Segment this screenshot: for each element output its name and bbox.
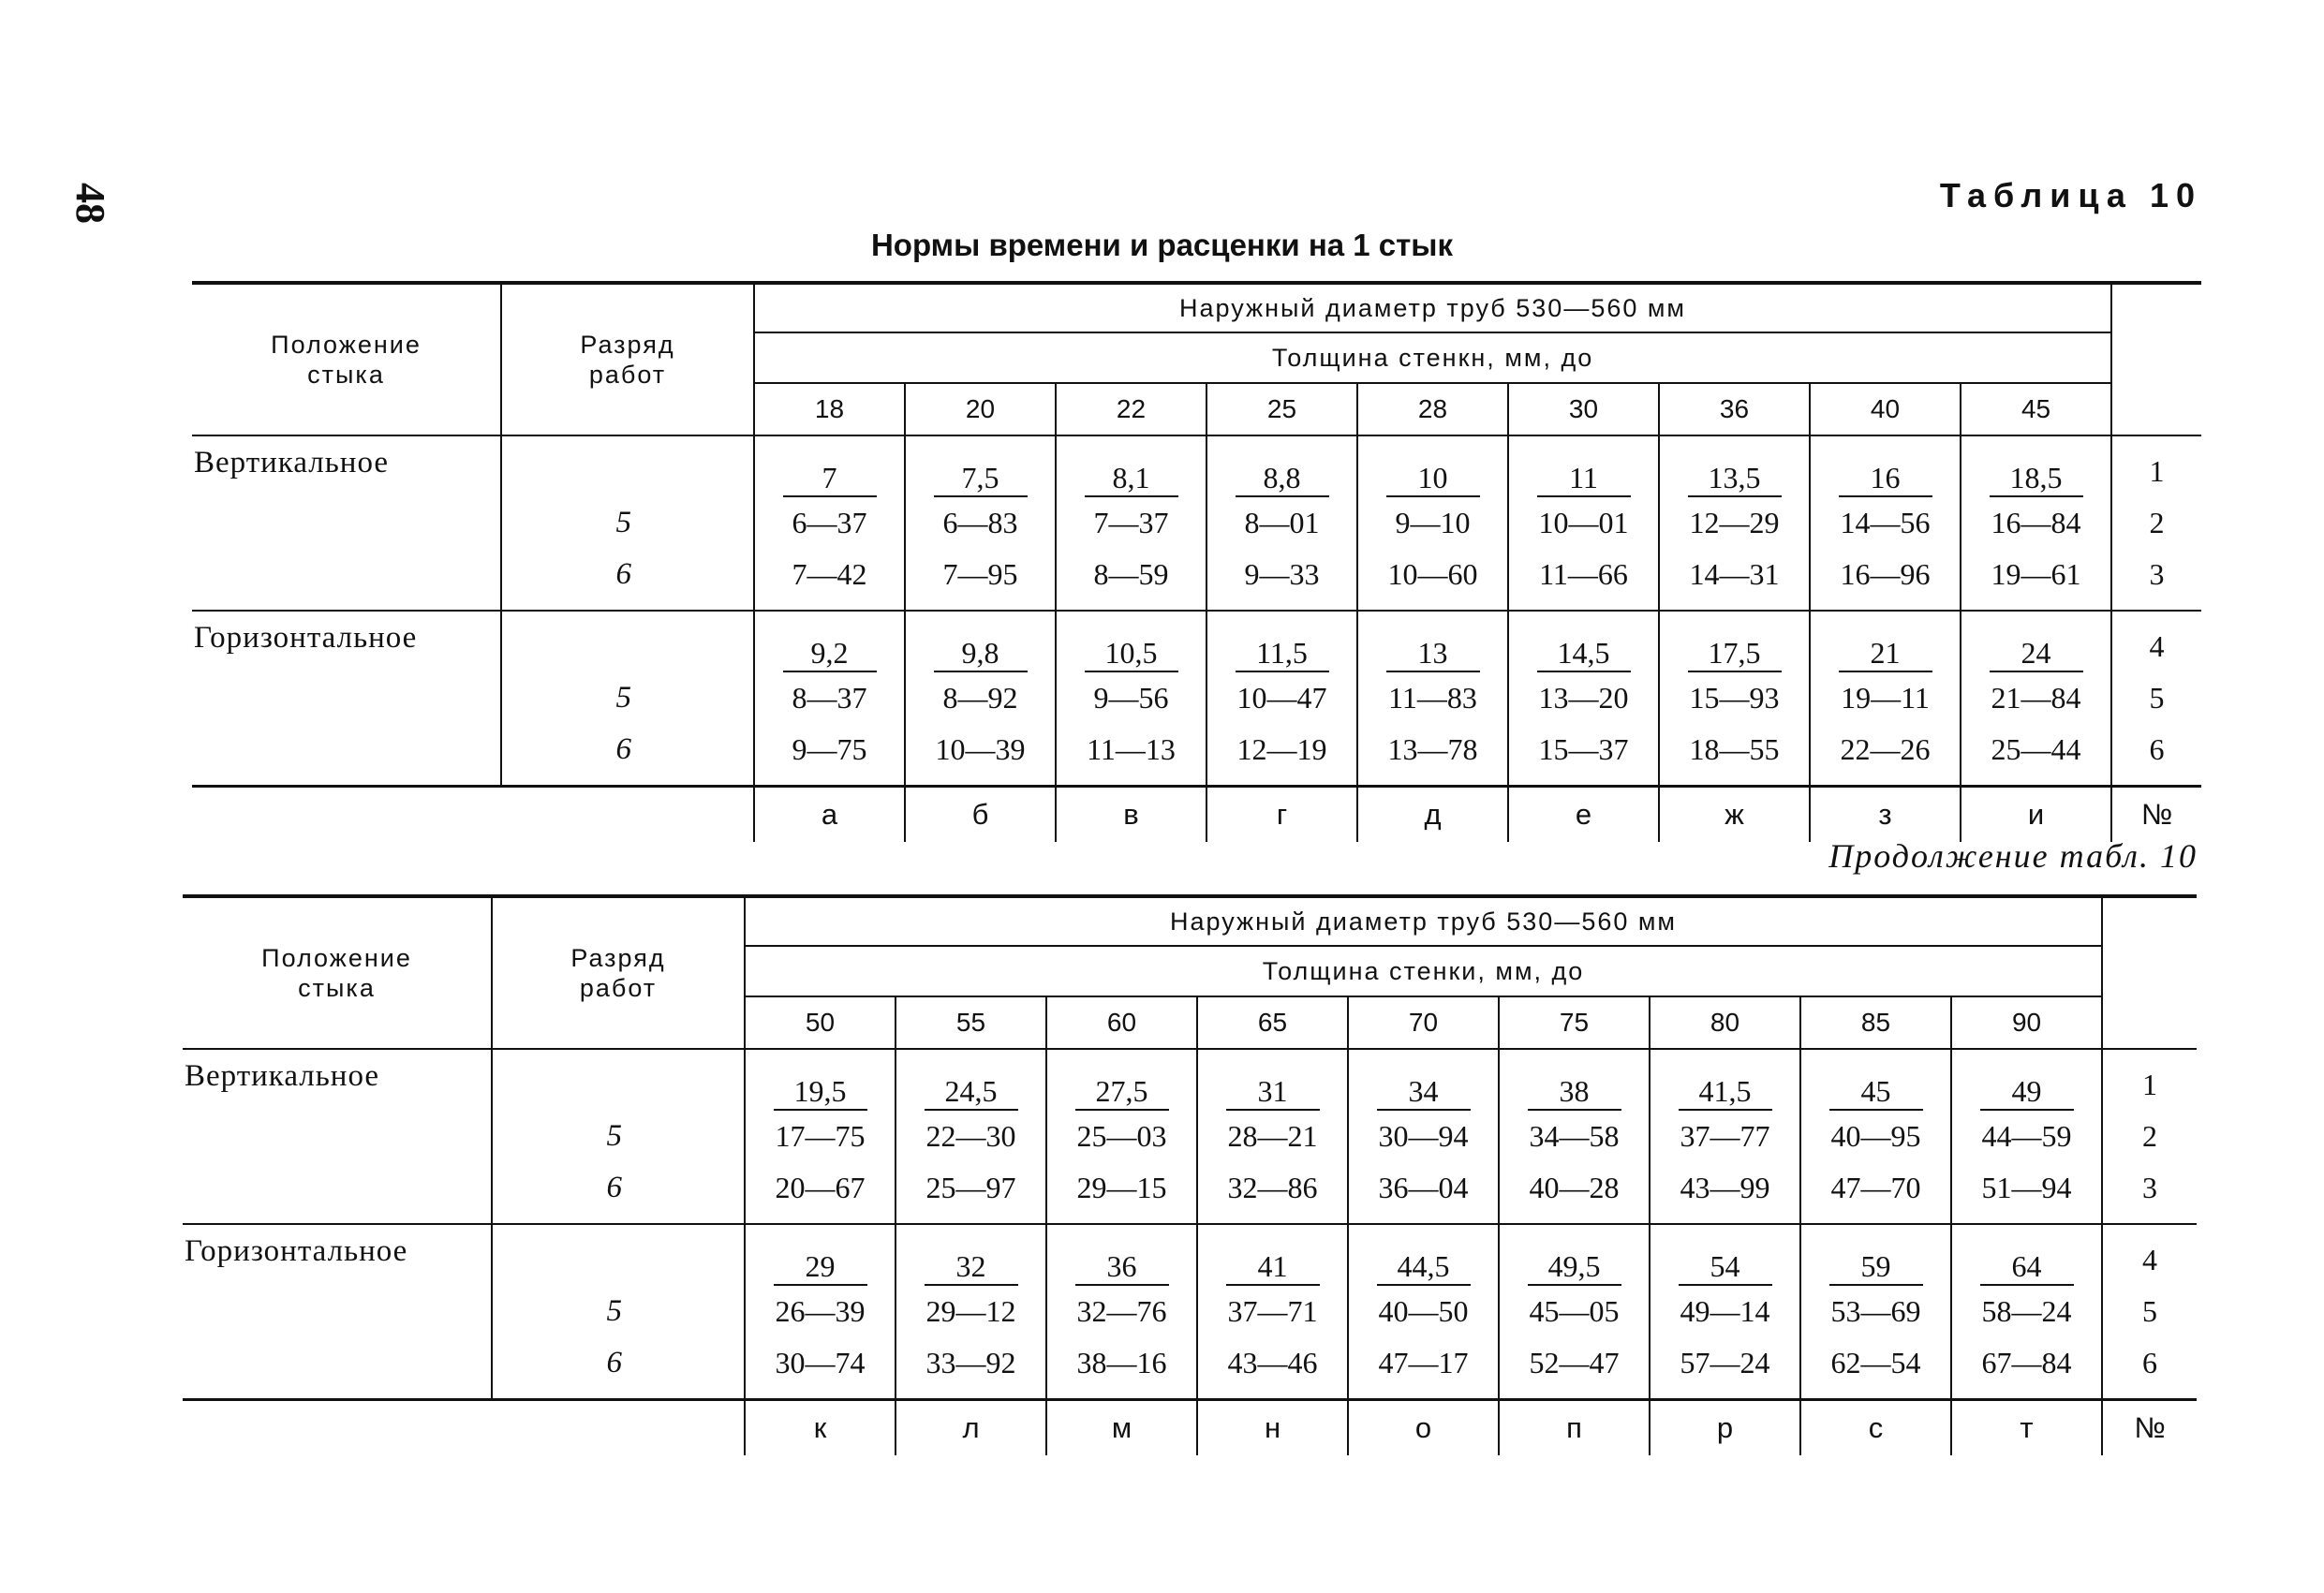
column-letter: н [1197,1400,1348,1456]
grade-value: 6 [606,1346,622,1379]
column-letter: г [1206,787,1357,843]
value-cell [1961,611,2111,787]
grade-value: 5 [606,1119,622,1153]
letter-blank [192,787,754,843]
row-number: 4 [2142,1243,2158,1276]
price-value: 17—75 [775,1119,866,1153]
row-number: 1 [2142,1068,2158,1101]
header-blank-cell [2102,896,2197,1049]
norm-time-value: 18,5 [1990,460,2083,497]
price-value: 36—04 [1378,1171,1469,1204]
price-value: 6—37 [792,506,867,539]
thickness-size: 50 [745,996,896,1049]
value-cell [1951,1224,2102,1400]
value-cell [1348,1049,1499,1224]
price-value: 19—11 [1841,681,1930,715]
header-diameter: Наружный диаметр труб 530—560 мм [754,283,2111,332]
norm-time-value: 44,5 [1377,1248,1471,1286]
column-letter: а [754,787,905,843]
value-cell [745,1049,896,1224]
price-value: 12—19 [1236,732,1327,766]
column-letter: № [2111,787,2201,843]
position-label: Горизонтальное [192,611,501,787]
row-number: 1 [2149,454,2165,488]
value-cell [1810,435,1961,611]
value-cell [1499,1224,1650,1400]
norm-time-value: 49,5 [1528,1248,1621,1286]
thickness-size: 75 [1499,996,1650,1049]
column-letter: и [1961,787,2111,843]
norm-time-value: 59 [1829,1248,1923,1286]
value-cell [1197,1224,1348,1400]
grade-value [502,621,753,672]
norm-time-value: 11 [1537,460,1631,497]
header-grade: Разряд работ [492,896,745,1049]
thickness-size: 55 [896,996,1046,1049]
price-value: 44—59 [1981,1119,2072,1153]
price-value: 34—58 [1529,1119,1620,1153]
letter-blank [183,1400,745,1456]
header-thickness: Толщина стенки, мм, до [745,946,2102,996]
price-value: 7—42 [792,557,867,591]
thickness-size: 36 [1659,383,1810,435]
norm-time-value: 10 [1386,460,1480,497]
column-letter: ж [1659,787,1810,843]
value-cell [1650,1224,1800,1400]
value-cell [1197,1049,1348,1224]
thickness-size: 20 [905,383,1056,435]
norm-time-value: 45 [1829,1073,1923,1111]
norm-time-value: 21 [1839,635,1932,672]
value-cell [1499,1049,1650,1224]
row-number-cell [2111,435,2201,611]
price-value: 25—97 [925,1171,1016,1204]
price-value: 38—16 [1076,1346,1167,1379]
grade-value: 5 [615,681,631,715]
norm-time-value: 11,5 [1236,635,1329,672]
price-value: 47—17 [1378,1346,1469,1379]
thickness-size: 80 [1650,996,1800,1049]
norm-time-value: 54 [1679,1248,1772,1286]
norm-table-2 [183,894,2197,1455]
price-value: 8—01 [1244,506,1320,539]
norm-time-value: 9,2 [783,635,877,672]
value-cell [1348,1224,1499,1400]
row-number-cell [2111,611,2201,787]
price-value: 9—10 [1395,506,1471,539]
price-value: 67—84 [1981,1346,2072,1379]
value-cell [1659,435,1810,611]
norm-time-value: 31 [1226,1073,1320,1111]
price-value: 28—21 [1227,1119,1318,1153]
price-value: 7—95 [942,557,1018,591]
norm-time-value: 41,5 [1679,1073,1772,1111]
column-letter: р [1650,1400,1800,1456]
column-letter: т [1951,1400,2102,1456]
thickness-size: 40 [1810,383,1961,435]
price-value: 8—37 [792,681,867,715]
header-thickness: Толщина стенкн, мм, до [754,332,2111,383]
row-number: 2 [2142,1119,2158,1153]
row-number-cell [2102,1224,2197,1400]
row-number-cell [2102,1049,2197,1224]
thickness-size: 22 [1056,383,1206,435]
column-letter: л [896,1400,1046,1456]
grade-value [493,1234,744,1286]
column-letter: д [1357,787,1508,843]
row-number: 4 [2149,629,2165,663]
price-value: 10—47 [1236,681,1327,715]
price-value: 43—46 [1227,1346,1318,1379]
norm-time-value: 29 [774,1248,867,1286]
norm-time-value: 7,5 [934,460,1028,497]
norm-time-value: 27,5 [1075,1073,1169,1111]
norm-time-value: 41 [1226,1248,1320,1286]
value-cell [905,435,1056,611]
price-value: 29—12 [925,1294,1016,1328]
row-number: 6 [2142,1346,2158,1379]
position-label: Вертикальное [192,435,501,611]
price-value: 20—67 [775,1171,866,1204]
row-number: 6 [2149,732,2165,766]
page-number: 48 [67,183,113,224]
grade-cell [501,435,754,611]
price-value: 15—93 [1689,681,1780,715]
data-group-row [192,611,2201,787]
price-value: 10—39 [935,732,1026,766]
grade-cell [492,1049,745,1224]
price-value: 7—37 [1093,506,1169,539]
value-cell [1056,435,1206,611]
norm-time-value: 49 [1980,1073,2074,1111]
grade-value: 5 [606,1294,622,1328]
value-cell [1659,611,1810,787]
value-cell [1357,611,1508,787]
row-number: 3 [2142,1171,2158,1204]
norm-time-value: 13 [1386,635,1480,672]
norm-time-value: 8,8 [1236,460,1329,497]
row-number: 5 [2149,681,2165,715]
price-value: 9—75 [792,732,867,766]
thickness-size: 65 [1197,996,1348,1049]
value-cell [1508,435,1659,611]
value-cell [1046,1224,1197,1400]
price-value: 33—92 [925,1346,1016,1379]
thickness-size: 45 [1961,383,2111,435]
value-cell [1056,611,1206,787]
norm-time-value: 10,5 [1085,635,1178,672]
price-value: 15—37 [1538,732,1629,766]
column-letter: м [1046,1400,1197,1456]
price-value: 19—61 [1991,557,2081,591]
grade-value: 6 [606,1171,622,1204]
value-cell [896,1224,1046,1400]
price-value: 51—94 [1981,1171,2072,1204]
value-cell [1800,1224,1951,1400]
price-value: 11—83 [1388,681,1477,715]
price-value: 12—29 [1689,506,1780,539]
price-value: 22—26 [1840,732,1931,766]
position-label: Горизонтальное [183,1224,492,1400]
column-letter: к [745,1400,896,1456]
price-value: 14—31 [1689,557,1780,591]
value-cell [1650,1049,1800,1224]
norm-time-value: 13,5 [1688,460,1782,497]
price-value: 16—84 [1991,506,2081,539]
price-value: 25—03 [1076,1119,1167,1153]
row-number: 5 [2142,1294,2158,1328]
value-cell [1800,1049,1951,1224]
data-group-row [183,1049,2197,1224]
thickness-size: 28 [1357,383,1508,435]
grade-cell [492,1224,745,1400]
column-letter: № [2102,1400,2197,1456]
price-value: 26—39 [775,1294,866,1328]
price-value: 16—96 [1840,557,1931,591]
thickness-size: 25 [1206,383,1357,435]
header-blank-cell [2111,283,2201,435]
column-letter: с [1800,1400,1951,1456]
norm-time-value: 16 [1839,460,1932,497]
value-cell [1508,611,1659,787]
norm-time-value: 7 [783,460,877,497]
price-value: 30—74 [775,1346,866,1379]
norm-time-value: 36 [1075,1248,1169,1286]
norm-time-value: 32 [925,1248,1018,1286]
price-value: 32—86 [1227,1171,1318,1204]
continuation-label: Продолжение табл. 10 [1828,837,2198,875]
grade-cell [501,611,754,787]
price-value: 18—55 [1689,732,1780,766]
price-value: 62—54 [1830,1346,1921,1379]
price-value: 13—20 [1538,681,1629,715]
value-cell [1810,611,1961,787]
price-value: 40—95 [1830,1119,1921,1153]
row-number: 3 [2149,557,2165,591]
price-value: 8—59 [1093,557,1169,591]
norm-time-value: 24 [1990,635,2083,672]
row-number: 2 [2149,506,2165,539]
value-cell [1206,435,1357,611]
value-cell [905,611,1056,787]
position-label: Вертикальное [183,1049,492,1224]
column-letter: б [905,787,1056,843]
grade-value: 5 [615,506,631,539]
price-value: 11—66 [1539,557,1628,591]
norm-time-value: 8,1 [1085,460,1178,497]
price-value: 6—83 [942,506,1018,539]
norm-time-value: 34 [1377,1073,1471,1111]
price-value: 21—84 [1991,681,2081,715]
thickness-size: 30 [1508,383,1659,435]
price-value: 52—47 [1529,1346,1620,1379]
header-grade: Разряд работ [501,283,754,435]
thickness-size: 85 [1800,996,1951,1049]
price-value: 47—70 [1830,1171,1921,1204]
price-value: 10—01 [1538,506,1629,539]
price-value: 30—94 [1378,1119,1469,1153]
price-value: 57—24 [1680,1346,1770,1379]
value-cell [754,611,905,787]
header-diameter: Наружный диаметр труб 530—560 мм [745,896,2102,946]
value-cell [1951,1049,2102,1224]
norm-time-value: 38 [1528,1073,1621,1111]
price-value: 37—71 [1227,1294,1318,1328]
thickness-size: 60 [1046,996,1197,1049]
price-value: 13—78 [1387,732,1478,766]
price-value: 45—05 [1529,1294,1620,1328]
value-cell [745,1224,896,1400]
price-value: 37—77 [1680,1119,1770,1153]
norm-time-value: 14,5 [1537,635,1631,672]
column-letter: о [1348,1400,1499,1456]
price-value: 14—56 [1840,506,1931,539]
header-position: Положение стыка [192,283,501,435]
value-cell [1046,1049,1197,1224]
value-cell [754,435,905,611]
value-cell [896,1049,1046,1224]
value-cell [1357,435,1508,611]
norm-time-value: 64 [1980,1248,2074,1286]
price-value: 9—33 [1244,557,1320,591]
price-value: 9—56 [1093,681,1169,715]
thickness-size: 70 [1348,996,1499,1049]
price-value: 10—60 [1387,557,1478,591]
price-value: 53—69 [1830,1294,1921,1328]
grade-value: 6 [615,557,631,591]
price-value: 32—76 [1076,1294,1167,1328]
price-value: 58—24 [1981,1294,2072,1328]
price-value: 8—92 [942,681,1018,715]
data-group-row [183,1224,2197,1400]
thickness-size: 90 [1951,996,2102,1049]
header-position: Положение стыка [183,896,492,1049]
norm-time-value: 19,5 [774,1073,867,1111]
norm-table-1 [192,281,2201,842]
table-title: Нормы времени и расценки на 1 стык [870,228,1454,262]
norm-time-value: 17,5 [1688,635,1782,672]
norm-time-value: 9,8 [934,635,1028,672]
grade-value [493,1059,744,1111]
price-value: 40—50 [1378,1294,1469,1328]
price-value: 22—30 [925,1119,1016,1153]
price-value: 11—13 [1087,732,1176,766]
price-value: 40—28 [1529,1171,1620,1204]
column-letter: з [1810,787,1961,843]
grade-value [502,446,753,497]
norm-time-value: 24,5 [925,1073,1018,1111]
price-value: 49—14 [1680,1294,1770,1328]
thickness-size: 18 [754,383,905,435]
grade-value: 6 [615,732,631,766]
table-label: Таблица 10 [1939,176,2202,214]
column-letter: е [1508,787,1659,843]
value-cell [1961,435,2111,611]
column-letter: п [1499,1400,1650,1456]
price-value: 29—15 [1076,1171,1167,1204]
data-group-row [192,435,2201,611]
column-letter: в [1056,787,1206,843]
price-value: 25—44 [1991,732,2081,766]
value-cell [1206,611,1357,787]
price-value: 43—99 [1680,1171,1770,1204]
